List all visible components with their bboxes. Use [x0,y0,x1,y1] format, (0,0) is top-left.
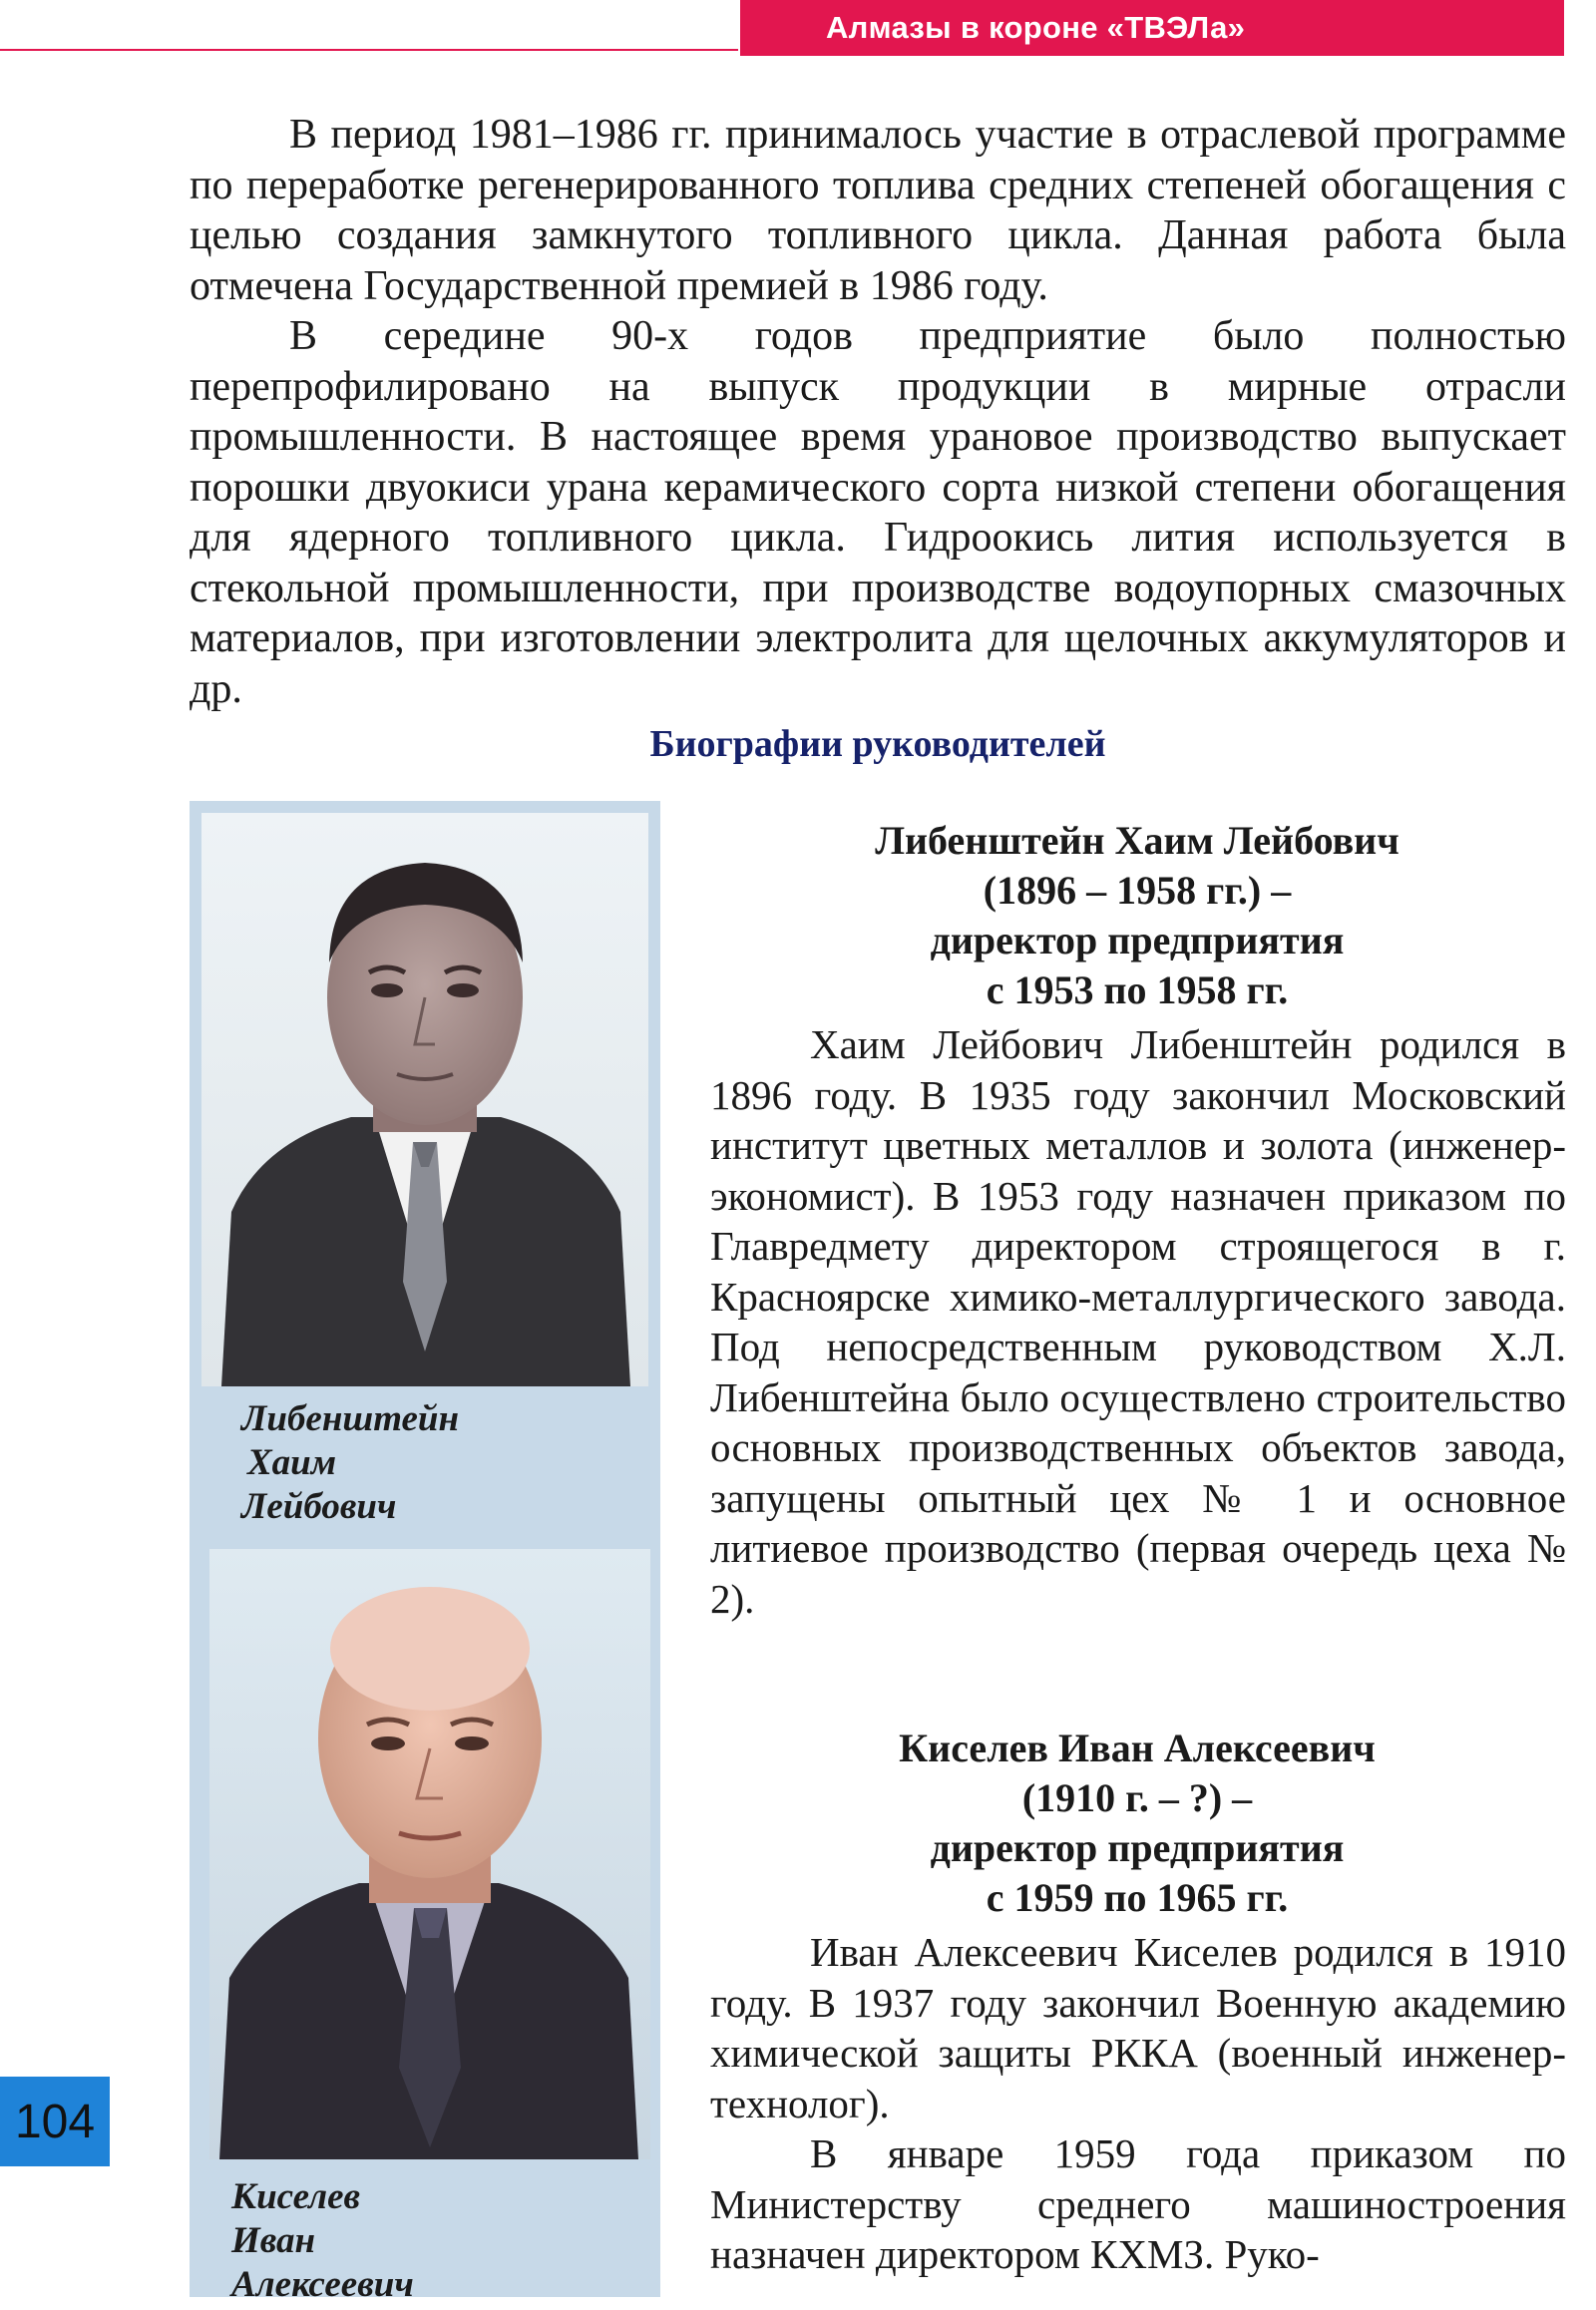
bio-title-line: с 1953 по 1958 гг. [986,967,1289,1012]
header-rule [0,49,738,51]
bio-paragraph: В январе 1959 года приказом по Министерству среднего машиностроения назначен директором КХМЗ. Руко- [710,2130,1566,2277]
caption-line: Либенштейн [241,1398,460,1439]
portrait-frame [201,813,648,1386]
bio-paragraph: Иван Алексеевич Киселев родился в 1910 году. В 1937 году закончил Военную академию химической защиты РККА (военный инженер-технолог). [710,1929,1566,2126]
portrait-caption [231,2175,414,2307]
bio-paragraph: Хаим Лейбович Либенштейн родился в 1896 году. В 1935 году закончил Московский институт цветных металлов и золота (инженер-экономист). В 1953 году назначен приказом по Главредмету директором строящегося в г. Красноярске химико-металлургического завода. Под непосредственным руководством Х.Л. Либенштейна было осуществлено строительство основных производственных объектов завода, запущены опытный цех № 1 и основное литиевое производство (первая очередь цеха № 2). [710,1021,1566,1622]
portrait-photo-kiselev [209,1549,650,2159]
bio-title-line: с 1959 по 1965 гг. [986,1875,1289,1920]
portrait-caption [241,1397,459,1529]
caption-line: Лейбович [241,1486,397,1527]
page-number-badge [0,2077,110,2166]
section-heading: Биографии руководителей [649,723,1106,765]
caption-line: Хаим [247,1442,337,1483]
portrait-frame [209,1549,650,2159]
photo-panel [190,801,660,2305]
bio-title-line: (1910 г. – ?) – [1021,1775,1253,1820]
bio-title-line: Киселев Иван Алексеевич [899,1726,1376,1770]
portrait-photo-libenshtein [201,813,648,1386]
running-header-title: Алмазы в короне «ТВЭЛа» [826,10,1246,45]
bio-title-line: Либенштейн Хаим Лейбович [875,818,1399,863]
intro-paragraph: В середине 90-х годов предприятие было полностью перепрофилировано на выпуск продукции в мирные отрасли промышленности. В настоящее время урановое производство выпускает порошки двуокиси урана керамического сорта низкой степени обогащения для ядерного топливного цикла. Гидроокись лития используется в стекольной промышленности, при производстве водоупорных смазочных материалов, при изготовлении электролита для щелочных аккумуляторов и др. [190,313,1566,712]
bio-title [708,816,1566,1015]
bio-text [710,1927,1566,2280]
caption-line: Алексеевич [231,2264,414,2305]
caption-line: Иван [231,2220,316,2261]
bio-title-line: директор предприятия [930,1825,1345,1870]
bio-title [708,1724,1566,1923]
page-number: 104 [14,2095,96,2148]
intro-paragraph: В период 1981–1986 гг. принималось участие в отраслевой программе по переработке регенерированного топлива средних степеней обогащения с целью создания замкнутого топливного цикла. Данная работа была отмечена Государственной премией в 1986 году. [190,112,1566,309]
bio-title-line: директор предприятия [930,918,1345,962]
bio-title-line: (1896 – 1958 гг.) – [983,868,1292,913]
running-header [740,0,1564,56]
caption-line: Киселев [231,2176,361,2217]
bio-text [710,1019,1566,1624]
intro-text [190,110,1566,714]
